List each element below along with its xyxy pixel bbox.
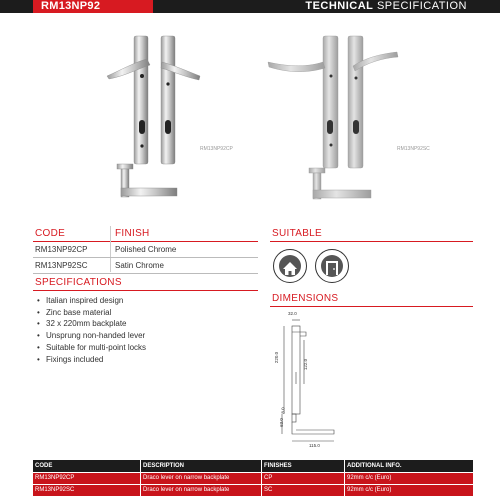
- image-caption-sc: RM13NP92SC: [397, 146, 430, 152]
- info-col-divider: [140, 460, 141, 496]
- finish-row-code: RM13NP92SC: [35, 261, 88, 270]
- info-table-header: [33, 460, 473, 472]
- internal-door-icon: [314, 248, 350, 284]
- finish-col-divider: [110, 226, 111, 272]
- dimensions-heading: DIMENSIONS: [272, 293, 339, 304]
- dim-label-centres: 122.0: [303, 358, 309, 371]
- info-col-code: CODE: [35, 463, 53, 469]
- spec-item: • Zinc base material: [37, 307, 146, 319]
- info-cell-additional: 92mm c/c (Euro): [347, 475, 392, 481]
- dim-label-width: 32.0: [288, 311, 297, 316]
- external-door-icon: [272, 248, 308, 284]
- info-cell-finish: CP: [264, 475, 273, 481]
- dimensions-rule: [270, 306, 473, 307]
- info-col-finishes: FINISHES: [264, 463, 292, 469]
- technical-drawing: [272, 310, 352, 452]
- info-col-divider: [344, 460, 345, 496]
- info-cell-finish: SC: [264, 487, 273, 493]
- info-cell-code: RM13NP92CP: [35, 475, 75, 481]
- page-title: TECHNICAL SPECIFICATION: [305, 0, 467, 12]
- specifications-heading: SPECIFICATIONS: [35, 277, 122, 288]
- finish-row-code: RM13NP92CP: [35, 245, 88, 254]
- suitable-rule: [270, 241, 473, 242]
- info-cell-additional: 92mm c/c (Euro): [347, 487, 392, 493]
- info-col-additional: ADDITIONAL INFO.: [347, 463, 402, 469]
- door-type-icon-internal: [314, 248, 350, 289]
- image-caption-cp: RM13NP92CP: [200, 146, 233, 152]
- dim-label-lever: 115.0: [309, 443, 320, 448]
- finish-col-finish: FINISH: [115, 228, 150, 239]
- lever-handle-cp-illustration: [95, 18, 245, 208]
- dim-label-rose: 8.0: [280, 407, 286, 414]
- finish-col-code: CODE: [35, 228, 66, 239]
- finish-row-finish: Polished Chrome: [115, 245, 177, 254]
- specifications-list: [37, 295, 146, 365]
- finish-row-finish: Satin Chrome: [115, 261, 164, 270]
- info-cell-description: Draco lever on narrow backplate: [143, 475, 230, 481]
- product-code-badge: RM13NP92: [33, 0, 153, 13]
- product-image-cp: [95, 18, 245, 208]
- info-table-row: [33, 473, 473, 484]
- info-col-divider: [261, 460, 262, 496]
- finish-row-divider: [33, 257, 258, 258]
- finish-table-rule: [33, 241, 258, 242]
- specifications-rule: [33, 290, 258, 291]
- finish-row-divider: [33, 273, 258, 274]
- spec-item: • Italian inspired design: [37, 295, 146, 307]
- spec-item: • Fixings included: [37, 354, 146, 366]
- spec-item: • Unsprung non-handed lever: [37, 330, 146, 342]
- dimensions-drawing: [272, 310, 352, 452]
- suitable-heading: SUITABLE: [272, 228, 323, 239]
- spec-item: • Suitable for multi-point locks: [37, 342, 146, 354]
- door-type-icon-external: [272, 248, 308, 289]
- lever-handle-sc-illustration: [265, 18, 445, 208]
- info-cell-code: RM13NP92SC: [35, 487, 75, 493]
- info-col-description: DESCRIPTION: [143, 463, 185, 469]
- spec-item: • 32 x 220mm backplate: [37, 318, 146, 330]
- dim-label-height: 220.0: [274, 351, 280, 364]
- info-table-row: [33, 485, 473, 496]
- info-cell-description: Draco lever on narrow backplate: [143, 487, 230, 493]
- product-image-sc: [265, 18, 445, 208]
- dim-label-projection: 63.0: [278, 418, 284, 427]
